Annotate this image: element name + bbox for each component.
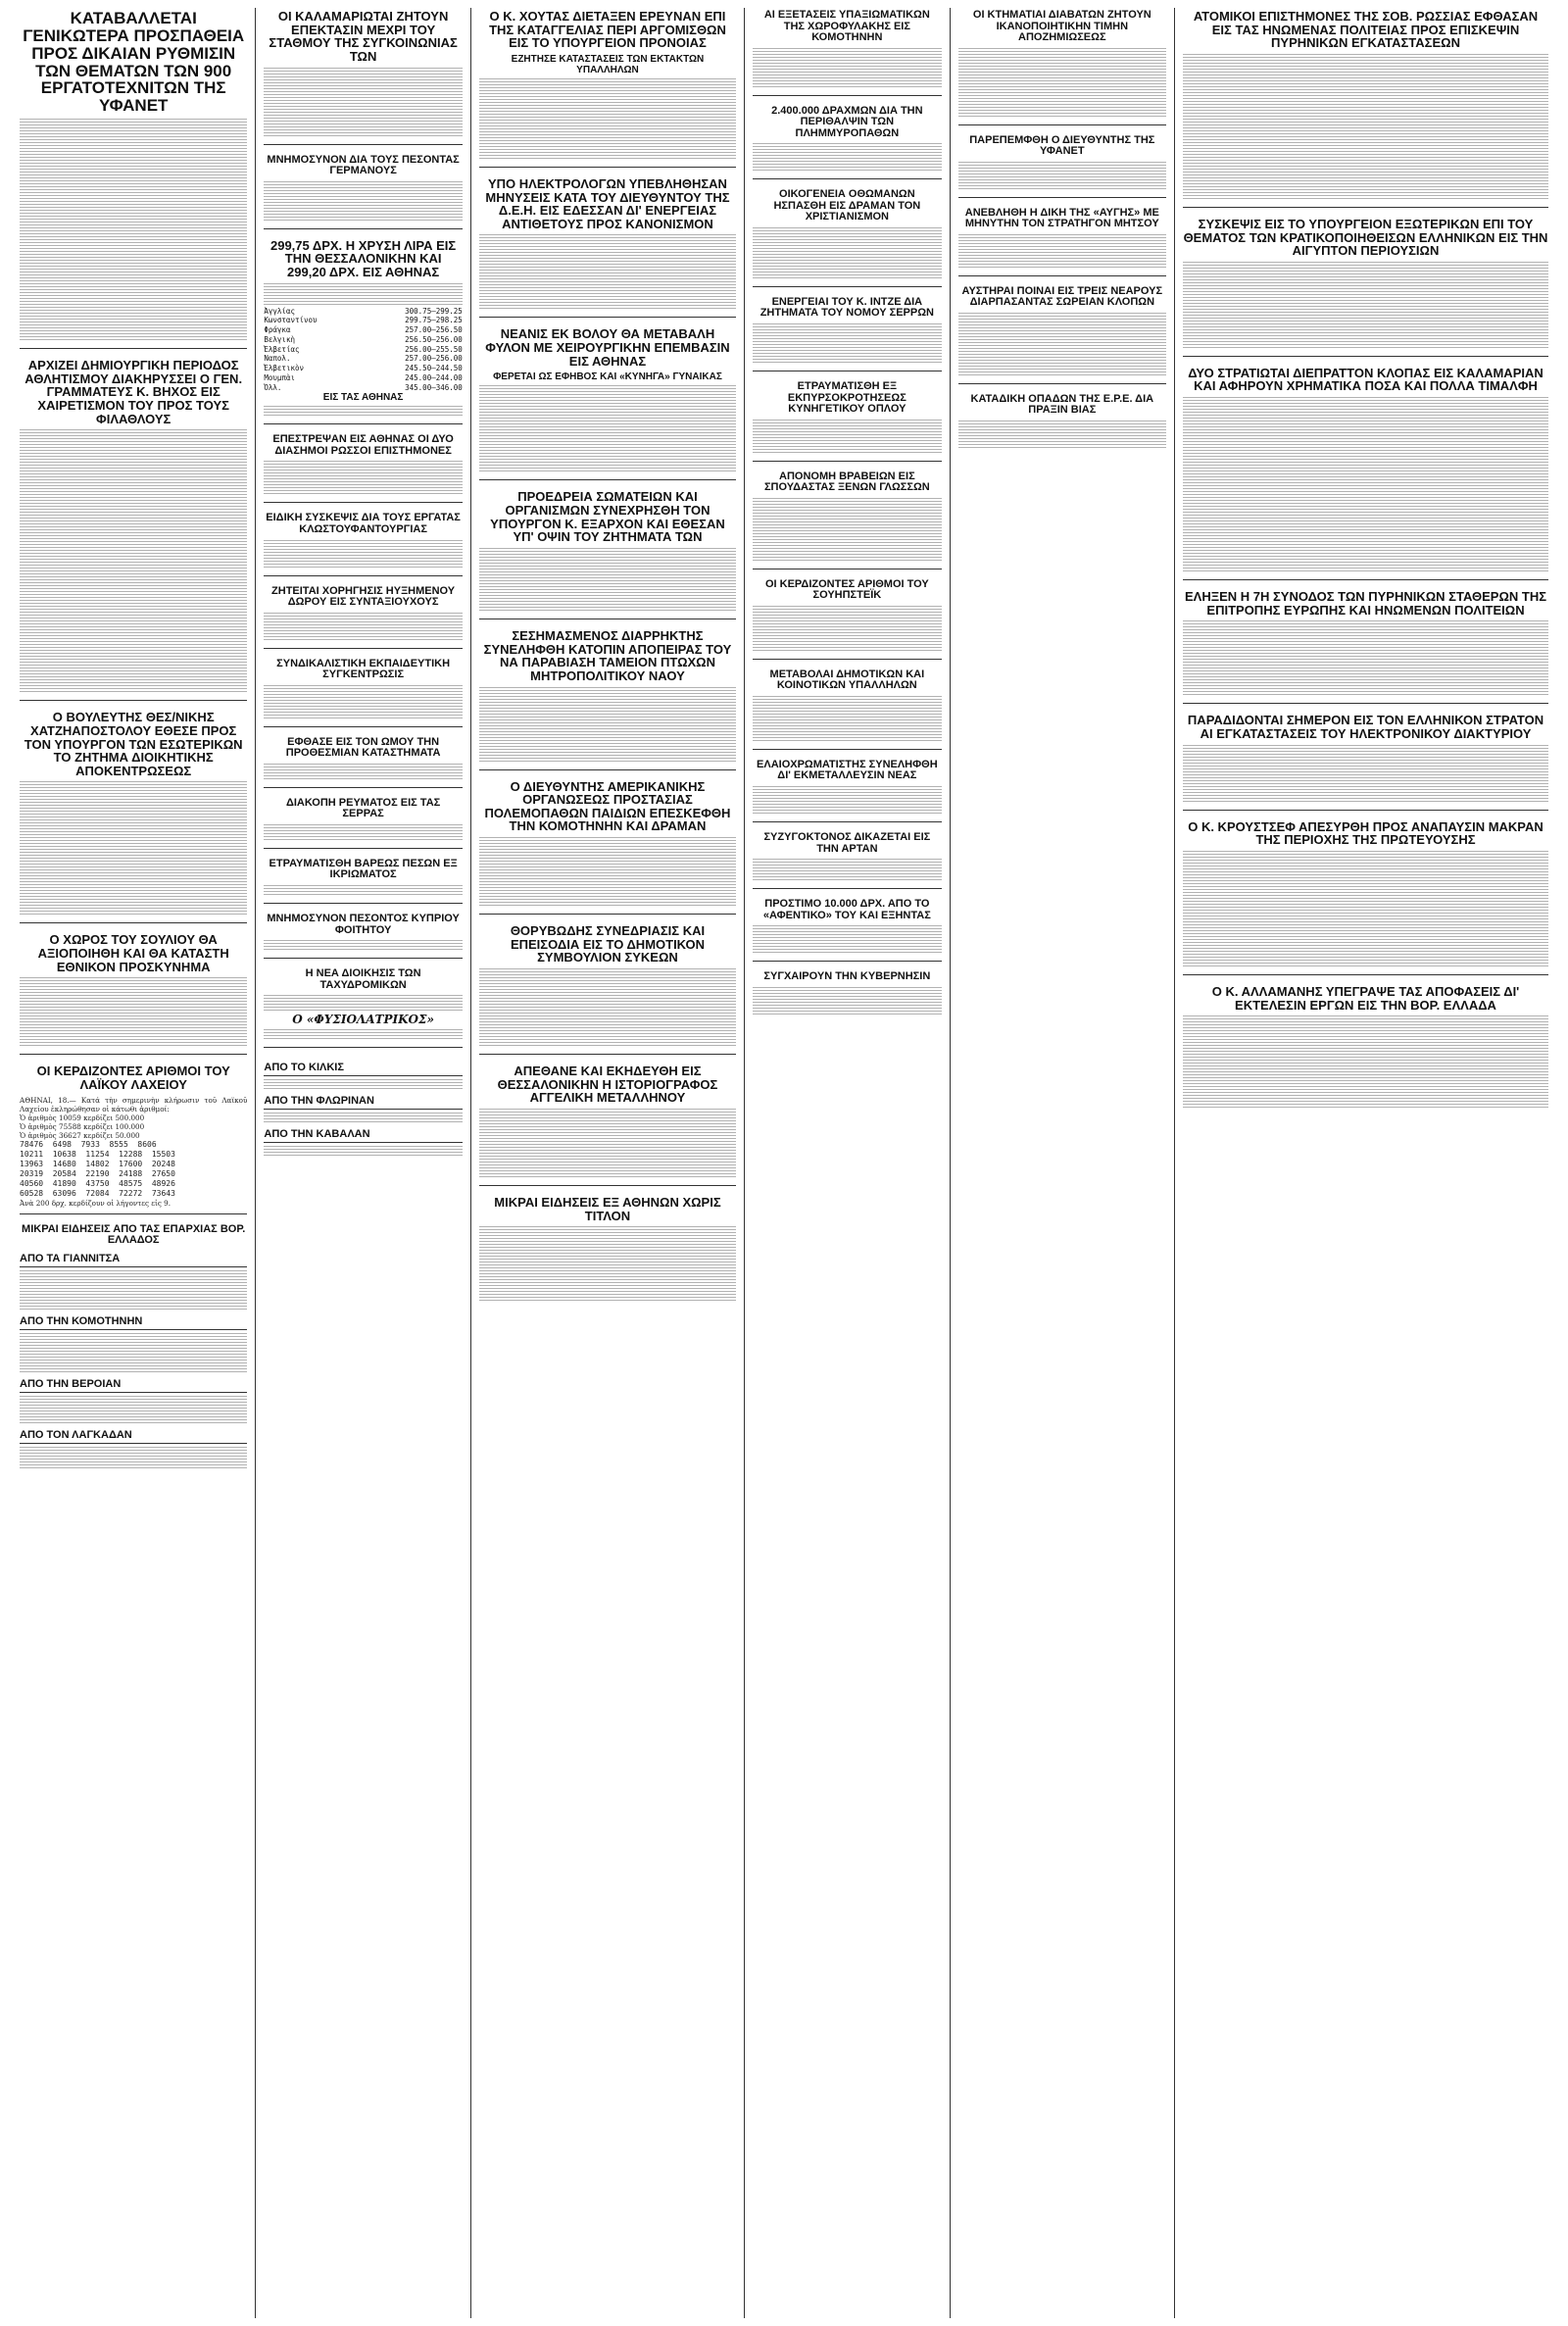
body-text	[264, 1146, 462, 1156]
article-cypriot-student	[264, 912, 462, 959]
lottery-numbers: 78476 6498 7933 8555 8606 10211 10638 11254 12288 15503 13963 14680 14802 17600 20248 20319 20584 22190 24188 27650 40560 41890 43750 48575 48926 60528 63096 72084 72272 73643	[20, 1139, 175, 1198]
body-text	[264, 68, 462, 136]
body-text	[264, 406, 462, 416]
headline: ΘΟΡΥΒΩΔΗΣ ΣΥΝΕΔΡΙΑΣΙΣ ΚΑΙ ΕΠΕΙΣΟΔΙΑ ΕΙΣ ΤΟ ΔΗΜΟΤΙΚΟΝ ΣΥΜΒΟΥΛΙΟΝ ΣΥΚΕΩΝ	[510, 923, 706, 965]
body-text	[958, 234, 1166, 268]
headline: ΑΝΕΒΛΗΘΗ Η ΔΙΚΗ ΤΗΣ «ΑΥΓΗΣ» ΜΕ ΜΗΝΥΤΗΝ ΤΟΝ ΣΤΡΑΤΗΓΟΝ ΜΗΤΣΟΥ	[964, 206, 1159, 230]
article-avgi-trial	[958, 206, 1166, 276]
article-language-awards	[753, 470, 941, 569]
article-sweepstake	[753, 577, 941, 660]
article-electricians	[479, 175, 736, 319]
article-yfanet	[20, 8, 247, 349]
body-text	[958, 162, 1166, 189]
body-text	[20, 429, 247, 692]
headline: ΜΕΤΑΒΟΛΑΙ ΔΗΜΟΤΙΚΩΝ ΚΑΙ ΚΟΙΝΟΤΙΚΩΝ ΥΠΑΛΛΗΛΩΝ	[769, 668, 925, 692]
headline: ΕΛΗΞΕΝ Η 7Η ΣΥΝΟΔΟΣ ΤΩΝ ΠΥΡΗΝΙΚΩΝ ΣΤΑΘΕΡΩΝ ΤΗΣ ΕΠΙΤΡΟΠΗΣ ΕΥΡΩΠΗΣ ΚΑΙ ΗΝΩΜΕΝΩΝ ΠΟΛΙΤΕΙΩΝ	[1184, 589, 1547, 618]
headline: Ο Κ. ΧΟΥΤΑΣ ΔΙΕΤΑΞΕΝ ΕΡΕΥΝΑΝ ΕΠΙ ΤΗΣ ΚΑΤΑΓΓΕΛΙΑΣ ΠΕΡΙ ΑΡΓΟΜΙΣΘΩΝ ΕΙΣ ΤΟ ΥΠΟΥΡΓΕΙΟΝ ΠΡΟΝΟΙΑΣ	[489, 9, 726, 51]
article-textile-workers	[264, 511, 462, 575]
body-text	[1183, 745, 1548, 802]
headline: Ο ΧΩΡΟΣ ΤΟΥ ΣΟΥΛΙΟΥ ΘΑ ΑΞΙΟΠΟΙΗΘΗ ΚΑΙ ΘΑ ΚΑΤΑΣΤΗ ΕΘΝΙΚΟΝ ΠΡΟΣΚΥΝΗΜΑ	[37, 932, 229, 974]
headline: Ο ΒΟΥΛΕΥΤΗΣ ΘΕΣ/ΝΙΚΗΣ ΧΑΤΖΗΑΠΟΣΤΟΛΟΥ ΕΘΕΣΕ ΠΡΟΣ ΤΟΝ ΥΠΟΥΡΓΟΝ ΤΩΝ ΕΣΩΤΕΡΙΚΩΝ ΤΟ ΖΗΤΗΜΑ ΔΙΟΙΚΗΤΙΚΗΣ ΑΠΟΚΕΝΤΡΩΣΕΩΣ	[24, 710, 243, 778]
article-congrats-gov	[753, 969, 941, 1022]
headline: ΑΥΣΤΗΡΑΙ ΠΟΙΝΑΙ ΕΙΣ ΤΡΕΙΣ ΝΕΑΡΟΥΣ ΔΙΑΡΠΑΣΑΝΤΑΣ ΣΩΡΕΙΑΝ ΚΛΟΠΩΝ	[961, 284, 1163, 309]
article-nuclear-session	[1183, 588, 1548, 704]
body-text	[753, 143, 941, 171]
body-text	[958, 421, 1166, 448]
headline: Η ΝΕΑ ΔΙΟΙΚΗΣΙΣ ΤΩΝ ΤΑΧΥΔΡΟΜΙΚΩΝ	[305, 967, 421, 991]
headline: ΕΛΑΙΟΧΡΩΜΑΤΙΣΤΗΣ ΣΥΝΕΛΗΦΘΗ ΔΙ' ΕΚΜΕΤΑΛΛΕΥΣΙΝ ΝΕΑΣ	[757, 758, 938, 782]
body-text	[753, 48, 941, 87]
article-lottery	[20, 1063, 247, 1213]
price-table	[264, 307, 462, 393]
lottery-prize-3: Ὁ ἀριθμὸς 36627 κερδίζει 50.000	[20, 1130, 140, 1140]
subheading-athens: ΕΙΣ ΤΑΣ ΑΘΗΝΑΣ	[322, 392, 404, 404]
headline: ΠΡΟΣΤΙΜΟ 10.000 ΔΡΧ. ΑΠΟ ΤΟ «ΑΦΕΝΤΙΚΟ» ΤΟΥ ΚΑΙ ΕΞΗΝΤΑΣ	[762, 898, 931, 921]
body-text	[264, 613, 462, 640]
body-text	[753, 859, 941, 880]
article-municipal-staff	[753, 668, 941, 750]
article-athletics	[20, 357, 247, 701]
article-pensioners	[264, 584, 462, 649]
body-text	[479, 385, 736, 471]
price-row: Ἑλβετίας 256.00—255.50	[264, 344, 463, 354]
column-3	[471, 8, 745, 2318]
headline: ΑΤΟΜΙΚΟΙ ΕΠΙΣΤΗΜΟΝΕΣ ΤΗΣ ΣΟΒ. ΡΩΣΣΙΑΣ ΕΦΘΑΣΑΝ ΕΙΣ ΤΑΣ ΗΝΩΜΕΝΑΣ ΠΟΛΙΤΕΙΑΣ ΠΡΟΣ ΕΠΙΣΚΕΨΙΝ ΠΥΡΗΝΙΚΩΝ ΕΓΚΑΤΑΣΤΑΣΕΩΝ	[1193, 9, 1539, 51]
body-text	[753, 498, 941, 561]
price-row: Βελγικὴ 256.50—256.00	[264, 334, 463, 344]
article-american-org	[479, 778, 736, 916]
headline: ΕΠΕΣΤΡΕΨΑΝ ΕΙΣ ΑΘΗΝΑΣ ΟΙ ΔΥΟ ΔΙΑΣΗΜΟΙ ΡΩΣΣΟΙ ΕΠΙΣΤΗΜΟΝΕΣ	[272, 433, 454, 457]
headline: ΠΑΡΕΠΕΜΦΘΗ Ο ΔΙΕΥΘΥΝΤΗΣ ΤΗΣ ΥΦΑΝΕΤ	[969, 133, 1155, 158]
body-text	[264, 461, 462, 494]
article-kalamaria	[264, 8, 462, 145]
body-text	[264, 1079, 462, 1089]
article-diavata	[958, 8, 1166, 125]
subheadline: ΦΕΡΕΤΑΙ ΩΣ ΕΦΗΒΟΣ ΚΑΙ «ΚΥΝΗΓΑ» ΓΥΝΑΙΚΑΣ	[493, 371, 722, 383]
article-hunting-gun	[753, 379, 941, 462]
headline: ΕΤΡΑΥΜΑΤΙΣΘΗ ΒΑΡΕΩΣ ΠΕΣΩΝ ΕΞ ΙΚΡΙΩΜΑΤΟΣ	[269, 857, 458, 881]
headline: ΣΥΖΥΓΟΚΤΟΝΟΣ ΔΙΚΑΖΕΤΑΙ ΕΙΣ ΤΗΝ ΑΡΤΑΝ	[763, 831, 931, 855]
headline: Ο Κ. ΑΛΛΑΜΑΝΗΣ ΥΠΕΓΡΑΨΕ ΤΑΣ ΑΠΟΦΑΣΕΙΣ ΔΙ' ΕΚΤΕΛΕΣΙΝ ΕΡΓΩΝ ΕΙΣ ΤΗΝ ΒΟΡ. ΕΛΛΑΔΑ	[1211, 983, 1520, 1013]
article-sykeon-council	[479, 922, 736, 1055]
section-florina: ΑΠΟ ΤΗΝ ΦΛΩΡΙΝΑΝ	[264, 1093, 462, 1110]
article-intze-serres	[753, 295, 941, 371]
article-egypt-properties	[1183, 216, 1548, 357]
headline: ΜΙΚΡΑΙ ΕΙΔΗΣΕΙΣ ΕΞ ΑΘΗΝΩΝ ΧΩΡΙΣ ΤΙΤΛΟΝ	[494, 1194, 721, 1223]
article-injured-fall	[264, 857, 462, 904]
body-text	[264, 685, 462, 718]
section-kavala: ΑΠΟ ΤΗΝ ΚΑΒΑΛΑΝ	[264, 1126, 462, 1143]
body-text	[20, 1270, 247, 1310]
body-text	[20, 119, 247, 340]
section-veroia: ΑΠΟ ΤΗΝ ΒΕΡΟΙΑΝ	[20, 1376, 247, 1393]
headline: ΟΙ ΚΕΡΔΙΖΟΝΤΕΣ ΑΡΙΘΜΟΙ ΤΟΥ ΛΑΪΚΟΥ ΛΑΧΕΙΟΥ	[36, 1064, 230, 1093]
article-power-cut	[264, 796, 462, 849]
article-memorial-germans	[264, 153, 462, 229]
headline: ΕΝΕΡΓΕΙΑΙ ΤΟΥ Κ. ΙΝΤΖΕ ΔΙΑ ΖΗΤΗΜΑΤΑ ΤΟΥ ΝΟΜΟΥ ΣΕΡΡΩΝ	[760, 295, 934, 320]
article-souli	[20, 931, 247, 1055]
body-text	[958, 313, 1166, 375]
headline: ΟΙ ΚΕΡΔΙΖΟΝΤΕΣ ΑΡΙΘΜΟΙ ΤΟΥ ΣΟΥΗΠΣΤΕΪΚ	[764, 577, 929, 602]
headline: ΜΝΗΜΟΣΥΝΟΝ ΔΙΑ ΤΟΥΣ ΠΕΣΟΝΤΑΣ ΓΕΡΜΑΝΟΥΣ	[267, 153, 460, 177]
body-text	[20, 1447, 247, 1468]
headline: Ο ΔΙΕΥΘΥΝΤΗΣ ΑΜΕΡΙΚΑΝΙΚΗΣ ΟΡΓΑΝΩΣΕΩΣ ΠΡΟΣΤΑΣΙΑΣ ΠΟΛΕΜΟΠΑΘΩΝ ΠΑΙΔΙΩΝ ΕΠΕΣΚΕΦΘΗ ΤΗΝ ΚΟΜΟΤΗΝΗΝ ΚΑΙ ΔΡΑΜΑΝ	[484, 778, 731, 834]
body-text	[264, 940, 462, 950]
article-yfanet-director	[958, 133, 1166, 198]
headline: ΠΡΟΕΔΡΕΙΑ ΣΩΜΑΤΕΙΩΝ ΚΑΙ ΟΡΓΑΝΙΣΜΩΝ ΣΥΝΕΧΡΗΣΘΗ ΤΟΝ ΥΠΟΥΡΓΟΝ Κ. ΕΞΑΡΧΟΝ ΚΑΙ ΕΘΕΣΑΝ ΥΠ' ΟΨΙΝ ΤΟΥ ΖΗΤΗΜΑΤΑ ΤΩΝ	[490, 489, 725, 545]
article-ere-conviction	[958, 392, 1166, 456]
body-text	[479, 968, 736, 1046]
headline: ΚΑΤΑΔΙΚΗ ΟΠΑΔΩΝ ΤΗΣ Ε.Ρ.Ε. ΔΙΑ ΠΡΑΞΙΝ ΒΙΑΣ	[970, 392, 1154, 417]
article-khrushchev	[1183, 818, 1548, 975]
headline: ΔΥΟ ΣΤΡΑΤΙΩΤΑΙ ΔΙΕΠΡΑΤΤΟΝ ΚΛΟΠΑΣ ΕΙΣ ΚΑΛΑΜΑΡΙΑΝ ΚΑΙ ΑΦΗΡΟΥΝ ΧΡΗΜΑΤΙΚΑ ΠΟΣΑ ΚΑΙ ΠΟΛΛΑ ΤΙΜΑΛΦΗ	[1188, 365, 1544, 394]
article-soviet-scientists	[1183, 8, 1548, 208]
price-row: Ἑλβετικὸν 245.50—244.50	[264, 364, 463, 373]
lottery-tail: Ἀνὰ 200 δρχ. κερδίζουν οἱ λήγοντες εἰς 9.	[20, 1198, 172, 1208]
headline: ΣΥΓΧΑΙΡΟΥΝ ΤΗΝ ΚΥΒΕΡΝΗΣΙΝ	[763, 970, 931, 983]
column-6	[1175, 8, 1556, 2318]
headline: ΜΝΗΜΟΣΥΝΟΝ ΠΕΣΟΝΤΟΣ ΚΥΠΡΙΟΥ ΦΟΙΤΗΤΟΥ	[267, 912, 460, 936]
headline: ΕΤΡΑΥΜΑΤΙΣΘΗ ΕΞ ΕΚΠΥΡΣΟΚΡΟΤΗΣΕΩΣ ΚΥΝΗΓΕΤΙΚΟΥ ΟΠΛΟΥ	[787, 380, 906, 416]
article-provinces	[20, 1222, 247, 1476]
body-text	[1183, 262, 1548, 348]
body-text	[264, 1029, 462, 1039]
body-text	[753, 696, 941, 741]
body-text	[479, 78, 736, 159]
price-row: Ναπολ. 257.00—256.00	[264, 354, 463, 364]
article-gold-price	[264, 237, 462, 425]
body-text	[1183, 1015, 1548, 1108]
price-row: Κωνσταντίνου 299.75—298.25	[264, 316, 463, 325]
lottery-prize-2: Ὁ ἀριθμὸς 75588 κερδίζει 100.000	[20, 1121, 145, 1131]
headline: ΚΑΤΑΒΑΛΛΕΤΑΙ ΓΕΝΙΚΩΤΕΡΑ ΠΡΟΣΠΑΘΕΙΑ ΠΡΟΣ ΔΙΚΑΙΑΝ ΡΥΘΜΙΣΙΝ ΤΩΝ ΘΕΜΑΤΩΝ ΤΩΝ 900 ΕΡΓΑΤΟΤΕΧΝΙΤΩΝ ΤΗΣ ΥΦΑΝΕΤ	[23, 9, 245, 116]
article-postal-admin	[264, 966, 462, 1048]
body-text	[753, 606, 941, 651]
body-text	[264, 283, 462, 305]
body-text	[20, 781, 247, 915]
headline: ΥΠΟ ΗΛΕΚΤΡΟΛΟΓΩΝ ΥΠΕΒΛΗΘΗΣΑΝ ΜΗΝΥΣΕΙΣ ΚΑΤΑ ΤΟΥ ΔΙΕΥΘΥΝΤΟΥ ΤΗΣ Δ.Ε.Η. ΕΙΣ ΕΔΕΣΣΑΝ ΔΙ' ΕΝΕΡΓΕΙΑΣ ΑΝΤΙΘΕΤΟΥΣ ΠΡΟΣ ΚΑΝΟΝΙΣΜΟΝ	[485, 175, 730, 231]
body-text	[753, 987, 941, 1015]
body-text	[20, 1396, 247, 1423]
column-5	[951, 8, 1175, 2318]
body-text	[753, 227, 941, 278]
column-4	[745, 8, 950, 2318]
article-arta-trial	[753, 830, 941, 889]
headline: ΟΙΚΟΓΕΝΕΙΑ ΟΘΩΜΑΝΩΝ ΗΣΠΑΣΘΗ ΕΙΣ ΔΡΑΜΑΝ ΤΟΝ ΧΡΙΣΤΙΑΝΙΣΜΟΝ	[773, 188, 921, 223]
body-text	[1183, 397, 1548, 571]
headline: 299,75 ΔΡΧ. Η ΧΡΥΣΗ ΛΙΡΑ ΕΙΣ ΤΗΝ ΘΕΣΣΑΛΟΝΙΚΗΝ ΚΑΙ 299,20 ΔΡΧ. ΕΙΣ ΑΘΗΝΑΣ	[270, 237, 457, 279]
article-athens-briefs	[479, 1194, 736, 1309]
article-ottoman-family	[753, 187, 941, 287]
headline: ΑΠΟΝΟΜΗ ΒΡΑΒΕΙΩΝ ΕΙΣ ΣΠΟΥΔΑΣΤΑΣ ΞΕΝΩΝ ΓΛΩΣΣΩΝ	[763, 470, 930, 494]
article-deadline-shops	[264, 735, 462, 788]
article-flood-victims	[753, 104, 941, 180]
body-text	[264, 995, 462, 1011]
body-text	[753, 323, 941, 363]
body-text	[264, 1113, 462, 1122]
subheading-fysiolatrikos: Ο «ΦΥΣΙΟΛΑΤΡΙΚΟΣ»	[292, 1013, 434, 1027]
section-kilkis: ΑΠΟ ΤΟ ΚΙΛΚΙΣ	[264, 1060, 462, 1076]
headline: ΜΙΚΡΑΙ ΕΙΔΗΣΕΙΣ ΑΠΟ ΤΑΣ ΕΠΑΡΧΙΑΣ ΒΟΡ. ΕΛΛΑΔΟΣ	[22, 1222, 246, 1247]
body-text	[1183, 620, 1548, 695]
column-2	[256, 8, 470, 2318]
article-allamanis	[1183, 983, 1548, 1115]
body-text	[753, 786, 941, 814]
article-union-gathering	[264, 657, 462, 727]
body-text	[1183, 851, 1548, 966]
headline: ΣΥΣΚΕΨΙΣ ΕΙΣ ΤΟ ΥΠΟΥΡΓΕΙΟΝ ΕΞΩΤΕΡΙΚΩΝ ΕΠΙ ΤΟΥ ΘΕΜΑΤΟΣ ΤΩΝ ΚΡΑΤΙΚΟΠΟΙΗΘΕΙΣΩΝ ΕΛΛΗΝΙΚΩΝ ΕΙΣ ΤΗΝ ΑΙΓΥΠΤΟΝ ΠΕΡΙΟΥΣΙΩΝ	[1183, 216, 1548, 259]
body-text	[264, 764, 462, 779]
body-text	[958, 48, 1166, 117]
article-painter-arrested	[753, 758, 941, 822]
price-row: Ἀγγλίας 300.75—299.25	[264, 306, 463, 316]
body-text	[264, 540, 462, 568]
subheadline: ΕΖΗΤΗΣΕ ΚΑΤΑΣΤΑΣΕΙΣ ΤΩΝ ΕΚΤΑΚΤΩΝ ΥΠΑΛΛΗΛΩΝ	[511, 53, 705, 75]
headline: Ο Κ. ΚΡΟΥΣΤΣΕΦ ΑΠΕΣΥΡΘΗ ΠΡΟΣ ΑΝΑΠΑΥΣΙΝ ΜΑΚΡΑΝ ΤΗΣ ΠΕΡΙΟΧΗΣ ΤΗΣ ΠΡΩΤΕΥΟΥΣΗΣ	[1188, 818, 1544, 848]
body-text	[479, 687, 736, 762]
headline: ΑΙ ΕΞΕΤΑΣΕΙΣ ΥΠΑΞΙΩΜΑΤΙΚΩΝ ΤΗΣ ΧΩΡΟΦΥΛΑΚΗΣ ΕΙΣ ΚΟΜΟΤΗΝΗΝ	[763, 9, 930, 44]
body-text	[1183, 54, 1548, 199]
body-text	[20, 1333, 247, 1372]
body-text	[753, 925, 941, 953]
article-fine-afentiko	[753, 897, 941, 962]
body-text	[479, 1226, 736, 1301]
section-komotini: ΑΠΟ ΤΗΝ ΚΟΜΟΤΗΝΗΝ	[20, 1313, 247, 1330]
headline: ΠΑΡΑΔΙΔΟΝΤΑΙ ΣΗΜΕΡΟΝ ΕΙΣ ΤΟΝ ΕΛΛΗΝΙΚΟΝ ΣΤΡΑΤΟΝ ΑΙ ΕΓΚΑΤΑΣΤΑΣΕΙΣ ΤΟΥ ΗΛΕΚΤΡΟΝΙΚΟΥ ΔΙΑΚΤΥΡΙΟΥ	[1187, 713, 1544, 742]
body-text	[479, 234, 736, 309]
article-burglar	[479, 627, 736, 770]
article-choutas	[479, 8, 736, 168]
headline: 2.400.000 ΔΡΑΧΜΩΝ ΔΙΑ ΤΗΝ ΠΕΡΙΘΑΛΨΙΝ ΤΩΝ ΠΛΗΜΜΥΡΟΠΑΘΩΝ	[771, 104, 923, 139]
price-row: Ὀλλ. 345.00—346.00	[264, 382, 463, 392]
article-electronic-network	[1183, 712, 1548, 810]
section-lagkadas: ΑΠΟ ΤΟΝ ΛΑΓΚΑΔΑΝ	[20, 1427, 247, 1444]
article-unions-exarchos	[479, 488, 736, 619]
lottery-lead: ΑΘΗΝΑΙ, 18.— Κατά τὴν σημερινὴν κλήρωσιν τοῦ Λαϊκοῦ Λαχείου ἐκληρώθησαν οἱ κάτωθι ἀριθμοί:	[20, 1095, 248, 1114]
body-text	[264, 181, 462, 221]
article-mp-chatziapostolou	[20, 709, 247, 923]
body-text	[264, 824, 462, 840]
headline: ΟΙ ΚΤΗΜΑΤΙΑΙ ΔΙΑΒΑΤΩΝ ΖΗΤΟΥΝ ΙΚΑΝΟΠΟΙΗΤΙΚΗΝ ΤΙΜΗΝ ΑΠΟΖΗΜΙΩΣΕΩΣ	[972, 9, 1152, 44]
body-text	[479, 837, 736, 906]
headline: ΝΕΑΝΙΣ ΕΚ ΒΟΛΟΥ ΘΑ ΜΕΤΑΒΑΛΗ ΦΥΛΟΝ ΜΕ ΧΕΙΡΟΥΡΓΙΚΗΝ ΕΠΕΜΒΑΣΙΝ ΕΙΣ ΑΘΗΝΑΣ	[485, 326, 730, 369]
headline: ΔΙΑΚΟΠΗ ΡΕΥΜΑΤΟΣ ΕΙΣ ΤΑΣ ΣΕΡΡΑΣ	[285, 796, 441, 820]
body-text	[264, 885, 462, 895]
article-volos	[479, 325, 736, 480]
headline: ΟΙ ΚΑΛΑΜΑΡΙΩΤΑΙ ΖΗΤΟΥΝ ΕΠΕΚΤΑΣΙΝ ΜΕΧΡΙ ΤΟΥ ΣΤΑΘΜΟΥ ΤΗΣ ΣΥΓΚΟΙΝΩΝΙΑΣ ΤΩΝ	[269, 9, 458, 64]
article-soldiers-thefts	[1183, 365, 1548, 580]
headline: ΖΗΤΕΙΤΑΙ ΧΟΡΗΓΗΣΙΣ ΗΥΞΗΜΕΝΟΥ ΔΩΡΟΥ ΕΙΣ ΣΥΝΤΑΞΙΟΥΧΟΥΣ	[271, 584, 456, 609]
column-1	[12, 8, 256, 2318]
body-text	[479, 1109, 736, 1177]
body-text	[20, 977, 247, 1046]
article-provinces-cont	[264, 1056, 462, 1163]
headline: ΑΡΧΙΖΕΙ ΔΗΜΙΟΥΡΓΙΚΗ ΠΕΡΙΟΔΟΣ ΑΘΛΗΤΙΣΜΟΥ ΔΙΑΚΗΡΥΣΣΕΙ Ο ΓΕΝ. ΓΡΑΜΜΑΤΕΥΣ Κ. ΒΗΧΟΣ ΕΙΣ ΧΑΙΡΕΤΙΣΜΟΝ ΤΟΥ ΠΡΟΣ ΤΟΥΣ ΦΙΛΑΘΛΟΥΣ	[24, 358, 243, 426]
headline: ΣΕΣΗΜΑΣΜΕΝΟΣ ΔΙΑΡΡΗΚΤΗΣ ΣΥΝΕΛΗΦΘΗ ΚΑΤΟΠΙΝ ΑΠΟΠΕΙΡΑΣ ΤΟΥ ΝΑ ΠΑΡΑΒΙΑΣΗ ΤΑΜΕΙΟΝ ΠΤΩΧΩΝ ΜΗΤΡΟΠΟΛΙΤΙΚΟΥ ΝΑΟΥ	[483, 627, 732, 683]
price-row: Μουμπὰι 245.00—244.00	[264, 372, 463, 382]
section-giannitsa: ΑΠΟ ΤΑ ΓΙΑΝΝΙΤΣΑ	[20, 1251, 247, 1267]
body-text	[479, 548, 736, 611]
article-gendarmerie-exams	[753, 8, 941, 96]
headline: ΑΠΕΘΑΝΕ ΚΑΙ ΕΚΗΔΕΥΘΗ ΕΙΣ ΘΕΣΣΑΛΟΝΙΚΗΝ Η ΙΣΤΟΡΙΟΓΡΑΦΟΣ ΑΓΓΕΛΙΚΗ ΜΕΤΑΛΛΗΝΟΥ	[497, 1064, 718, 1106]
body-text	[753, 420, 941, 453]
article-russian-scientists	[264, 432, 462, 503]
lottery-prize-1: Ὁ ἀριθμὸς 10059 κερδίζει 500.000	[20, 1113, 145, 1122]
article-harsh-sentences	[958, 284, 1166, 384]
article-metallinou	[479, 1063, 736, 1186]
headline: ΕΙΔΙΚΗ ΣΥΣΚΕΨΙΣ ΔΙΑ ΤΟΥΣ ΕΡΓΑΤΑΣ ΚΛΩΣΤΟΥΦΑΝΤΟΥΡΓΙΑΣ	[266, 512, 461, 535]
price-row: Φράγκα 257.00—256.50	[264, 325, 463, 335]
headline: ΕΦΘΑΣΕ ΕΙΣ ΤΟΝ ΩΜΟΥ ΤΗΝ ΠΡΟΘΕΣΜΙΑΝ ΚΑΤΑΣΤΗΜΑΤΑ	[285, 735, 441, 760]
headline: ΣΥΝΔΙΚΑΛΙΣΤΙΚΗ ΕΚΠΑΙΔΕΥΤΙΚΗ ΣΥΓΚΕΝΤΡΩΣΙΣ	[276, 657, 451, 681]
